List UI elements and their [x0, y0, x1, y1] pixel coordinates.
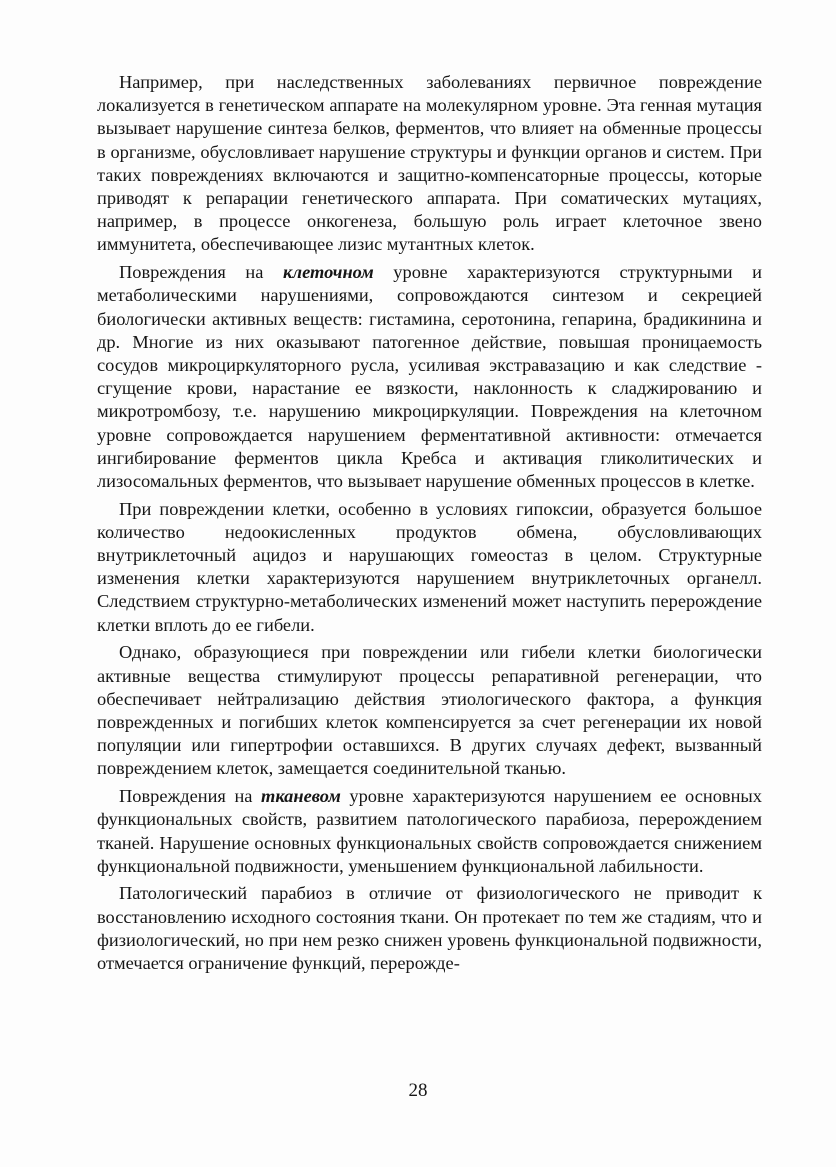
paragraph-text: Повреждения на	[119, 262, 283, 283]
paragraph-1	[97, 71, 762, 257]
page-number: 28	[408, 1080, 428, 1101]
paragraph-5	[97, 785, 762, 878]
paragraph-6	[97, 882, 762, 975]
body-text	[97, 71, 762, 980]
paragraph-text: уровне характеризуются структурными и метаболическими нарушениями, сопровождаются синтезом и секрецией биологически активных веществ: гистамина, серотонина, гепарина, брадикинина и др. Многие из них оказывают патогенное действие, повышая проницаемость сосудов микроциркуляторного русла, усиливая экстравазацию и как следствие - сгущение крови, нарастание ее вязкости, наклонность к сладжированию и микротромбозу, т.е. нарушению микроциркуляции. Повреждения на клеточном уровне сопровождается нарушением ферментативной активности: отмечается ингибирование ферментов цикла Кребса и активация гликолитических и лизосомальных ферментов, что вызывает нарушение обменных процессов в клетке.	[97, 262, 762, 491]
paragraph-2	[97, 261, 762, 493]
paragraph-text: Патологический парабиоз в отличие от физиологического не приводит к восстановлению исходного состояния ткани. Он протекает по тем же стадиям, что и физиологический, но при нем резко снижен уровень функциональной подвижности, отмечается ограничение функций, перерожде-	[97, 883, 762, 974]
paragraph-text: уровне характеризуются нарушением ее основных функциональных свойств, развитием патологического парабиоза, перерождением тканей. Нарушение основных функциональных свойств сопровождается снижением функциональной подвижности, уменьшением функциональной лабильности.	[97, 786, 762, 876]
paragraph-text: Однако, образующиеся при повреждении или гибели клетки биологически активные вещества стимулируют процессы репаративной регенерации, что обеспечивает нейтрализацию действия этиологического фактора, а функция поврежденных и погибших клеток компенсируется за счет регенерации их новой популяции или гипертрофии оставшихся. В других случаях дефект, вызванный повреждением клеток, замещается соединительной тканью.	[97, 642, 762, 779]
paragraph-3	[97, 498, 762, 637]
paragraph-4	[97, 641, 762, 780]
paragraph-text: Повреждения на	[119, 786, 262, 807]
paragraph-text: При повреждении клетки, особенно в условиях гипоксии, образуется большое количество недоокисленных продуктов обмена, обусловливающих внутриклеточный ацидоз и нарушающих гомеостаз в целом. Структурные изменения клетки характеризуются нарушением внутриклеточных органелл. Следствием структурно-метаболических изменений может наступить перерождение клетки вплоть до ее гибели.	[97, 498, 762, 635]
emphasis-term: тканевом	[261, 786, 341, 807]
paragraph-text: Например, при наследственных заболеваниях первичное повреждение локализуется в генетическом аппарате на молекулярном уровне. Эта генная мутация вызывает нарушение синтеза белков, ферментов, что влияет на обменные процессы в организме, обусловливает нарушение структуры и функции органов и систем. При таких повреждениях включаются и защитно-компенсаторные процессы, которые приводят к репарации генетического аппарата. При соматических мутациях, например, в процессе онкогенеза, большую роль играет клеточное звено иммунитета, обеспечивающее лизис мутантных клеток.	[97, 72, 762, 255]
emphasis-term: клеточном	[282, 262, 374, 283]
